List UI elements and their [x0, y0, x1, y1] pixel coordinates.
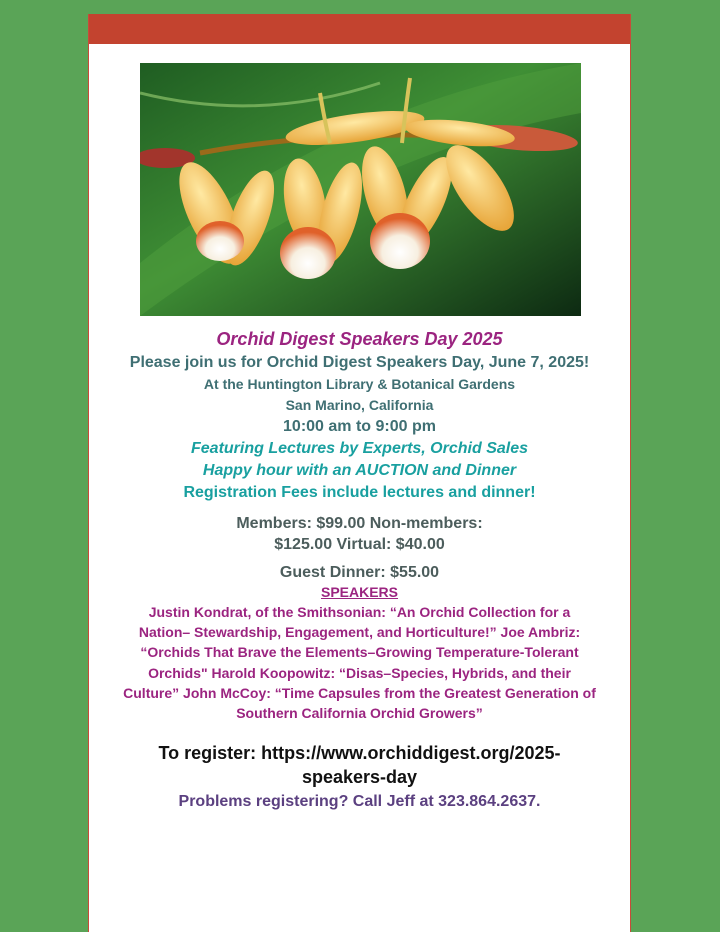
flyer-page [88, 14, 631, 932]
feature-line-1: Featuring Lectures by Experts, Orchid Sales [191, 440, 528, 457]
invite-text: Please join us for Orchid Digest Speakers Day, June 7, 2025! [129, 354, 590, 371]
top-color-bar [89, 14, 630, 44]
problems-text: Problems registering? Call Jeff at 323.864.2637. [178, 793, 541, 811]
orchid-photo [140, 63, 581, 316]
flyer-text [89, 328, 630, 813]
time-text: 10:00 am to 9:00 pm [283, 418, 436, 435]
speakers-heading: SPEAKERS [320, 584, 399, 600]
feature-line-2: Happy hour with an AUCTION and Dinner [202, 462, 517, 479]
register-link[interactable]: To register: https://www.orchiddigest.org/2025-speakers-day [158, 743, 561, 788]
guest-dinner-text: Guest Dinner: $55.00 [279, 564, 440, 581]
fees-text: Members: $99.00 Non-members: $125.00 Virtual: $40.00 [236, 515, 483, 553]
speakers-list: Justin Kondrat, of the Smithsonian: “An Orchid Collection for a Nation– Stewardship, Engagement, and Horticulture!” Joe Ambriz: “Orchids That Brave the Elements–Growing Temperature-Tolerant Orchids" Harold Koopowitz: “Disas–Species, Hybrids, and their Culture” John McCoy: “Time Capsules from the Greatest Generation of Southern California Orchid Growers” [123, 604, 596, 722]
location-text: San Marino, California [285, 397, 434, 413]
registration-note: Registration Fees include lectures and dinner! [183, 484, 536, 501]
venue-text: At the Huntington Library & Botanical Gardens [203, 376, 516, 392]
event-title: Orchid Digest Speakers Day 2025 [216, 329, 503, 349]
